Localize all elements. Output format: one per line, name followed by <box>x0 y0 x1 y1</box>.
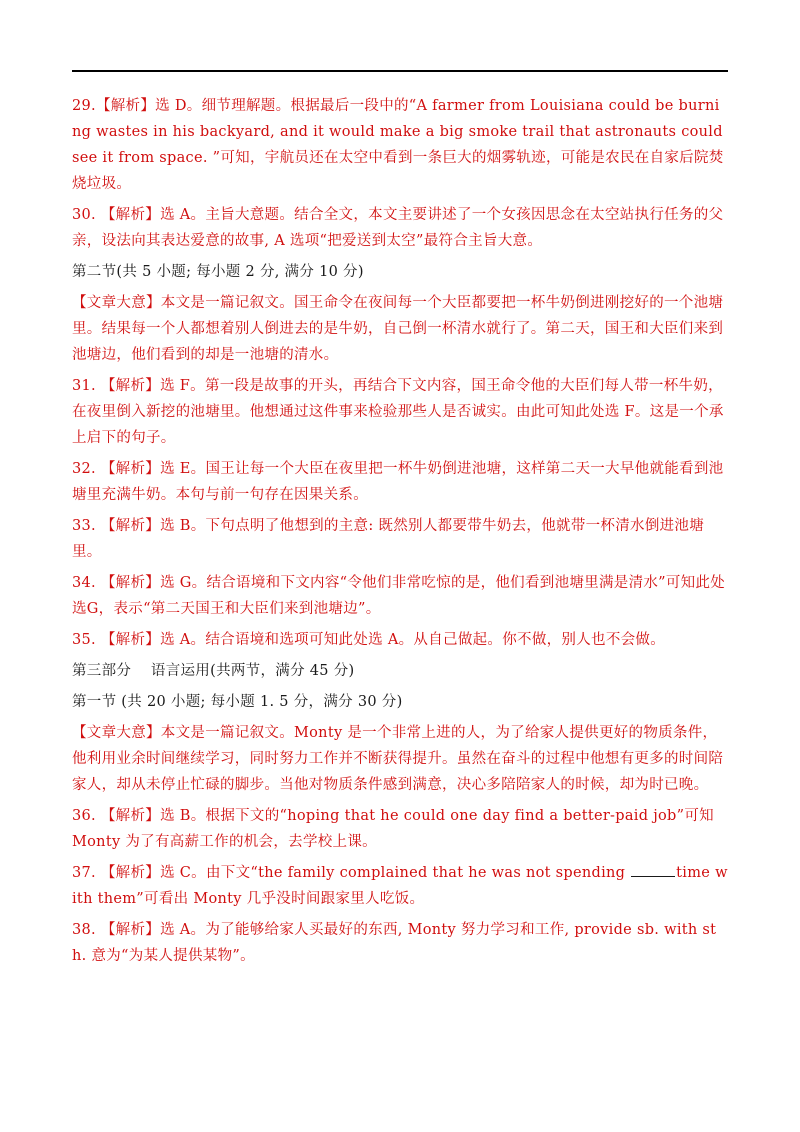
part-heading-3: 第三部分 语言运用(共两节，满分 45 分) <box>72 663 355 679</box>
answer-31: 31. 【解析】选 F。第一段是故事的开头，再结合下文内容，国王命令他的大臣们每人带一杯牛奶，在夜里倒入新挖的池塘里。他想通过这件事来检验那些人是否诚实。由此可知此处选 F。这是一个承上启下的句子。 <box>72 378 724 446</box>
answer-38: 38. 【解析】选 A。为了能够给家人买最好的东西, Monty 努力学习和工作, provide sb. with sth. 意为“为某人提供某物”。 <box>72 922 717 964</box>
header-rule <box>72 70 728 72</box>
fill-in-blank <box>631 861 675 877</box>
answer-37 <box>72 860 728 912</box>
answer-36: 36. 【解析】选 B。根据下文的“hoping that he could one day find a better-paid job”可知 Monty 为了有高薪工作的机会，去学校上课。 <box>72 808 714 850</box>
answer-explanations <box>72 93 728 974</box>
answer-34: 34. 【解析】选 G。结合语境和下文内容“令他们非常吃惊的是，他们看到池塘里满是清水”可知此处选G，表示“第二天国王和大臣们来到池塘边”。 <box>72 575 726 617</box>
passage-summary-3: 【文章大意】本文是一篇记叙文。Monty 是一个非常上进的人，为了给家人提供更好的物质条件，他利用业余时间继续学习，同时努力工作并不断获得提升。虽然在奋斗的过程中他想有更多的时间陪家人，却从未停止忙碌的脚步。当他对物质条件感到满意，决心多陪陪家人的时候，却为时已晚。 <box>72 725 724 793</box>
answer-32: 32. 【解析】选 E。国王让每一个大臣在夜里把一杯牛奶倒进池塘，这样第二天一大早他就能看到池塘里充满牛奶。本句与前一句存在因果关系。 <box>72 461 724 503</box>
answer-37-before-blank: 37. 【解析】选 C。由下文“the family complained that he was not spending <box>72 865 631 881</box>
passage-summary-2: 【文章大意】本文是一篇记叙文。国王命令在夜间每一个大臣都要把一杯牛奶倒进刚挖好的一个池塘里。结果每一个人都想着别人倒进去的是牛奶，自己倒一杯清水就行了。第二天，国王和大臣们来到池塘边，他们看到的却是一池塘的清水。 <box>72 295 724 363</box>
answer-29: 29.【解析】选 D。细节理解题。根据最后一段中的“A farmer from Louisiana could be burning wastes in his backyard, and it would make a big smoke trail that astronauts could see it from space. ”可知，宇航员还在太空中看到一条巨大的烟雾轨迹，可能是农民在自家后院焚烧垃圾。 <box>72 98 724 192</box>
answer-37-after-blank: time with them”可看出 Monty 几乎没时间跟家里人吃饭。 <box>72 865 728 907</box>
answer-30: 30. 【解析】选 A。主旨大意题。结合全文，本文主要讲述了一个女孩因思念在太空站执行任务的父亲，设法向其表达爱意的故事, A 选项“把爱送到太空”最符合主旨大意。 <box>72 207 724 249</box>
section-heading-1: 第一节 (共 20 小题; 每小题 1. 5 分，满分 30 分) <box>72 694 403 710</box>
answer-35: 35. 【解析】选 A。结合语境和选项可知此处选 A。从自己做起。你不做，别人也不会做。 <box>72 632 666 648</box>
answer-33: 33. 【解析】选 B。下句点明了他想到的主意: 既然别人都要带牛奶去，他就带一杯清水倒进池塘里。 <box>72 518 705 560</box>
section-heading-2: 第二节(共 5 小题; 每小题 2 分, 满分 10 分) <box>72 264 364 280</box>
